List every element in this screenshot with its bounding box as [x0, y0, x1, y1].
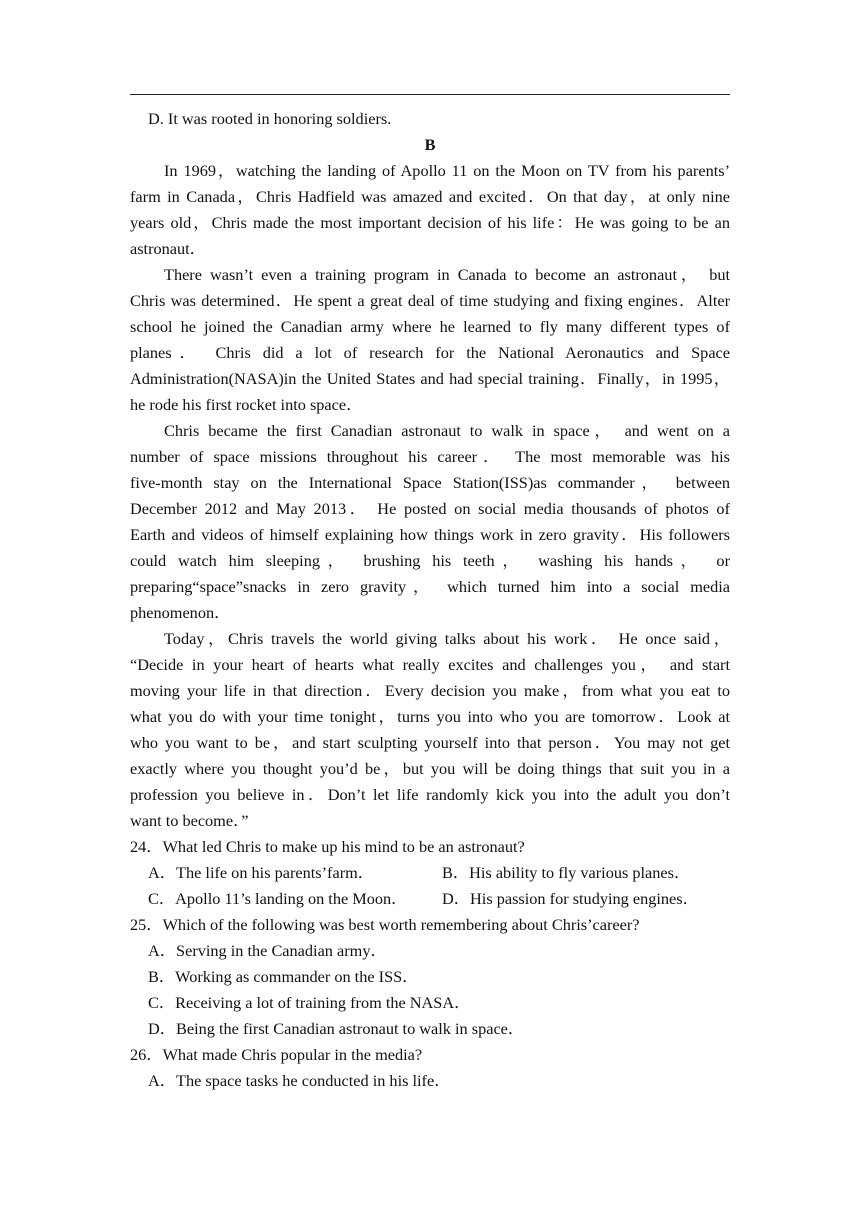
passage-line: Chris was determined．He spent a great deal of time studying and fixing engines．Alter: [130, 291, 730, 310]
header-rule: [130, 94, 730, 95]
option-a: A．Serving in the Canadian army．: [148, 941, 387, 960]
passage-line: what you do with your time tonight，turns you into who you are tomorrow．Look at: [130, 707, 730, 726]
passage-line: number of space missions throughout his career． The most memorable was his: [130, 447, 730, 466]
question-26: [130, 1042, 730, 1094]
passage-line: Chris became the first Canadian astronaut to walk in space， and went on a: [164, 421, 730, 440]
passage-line: moving your life in that direction．Every decision you make，from what you eat to: [130, 681, 730, 700]
passage-line: Today，Chris travels the world giving talks about his work． He once said，: [164, 629, 730, 648]
question-24: [130, 834, 730, 912]
passage-line: want to become．”: [130, 811, 249, 830]
previous-option-d: D. It was rooted in honoring soldiers.: [148, 109, 392, 128]
option-b: B．His ability to fly various planes．: [442, 863, 691, 882]
paragraph-1: [130, 158, 730, 262]
passage-line: farm in Canada，Chris Hadfield was amazed and excited．On that day，at only nine: [130, 187, 730, 206]
option-row: [130, 886, 730, 912]
passage-line: profession you believe in．Don’t let life randomly kick you into the adult you don’t: [130, 785, 730, 804]
option-a: A．The life on his parents’farm．: [148, 863, 375, 882]
passage-line: phenomenon．: [130, 603, 231, 622]
passage-line: five-month stay on the International Space Station(ISS)as commander， between: [130, 473, 730, 492]
passage-line: astronaut．: [130, 239, 206, 258]
passage-line: Earth and videos of himself explaining how things work in zero gravity．His followers: [130, 525, 730, 544]
passage-line: years old，Chris made the most important decision of his life：He was going to be an: [130, 213, 730, 232]
paragraph-3: [130, 418, 730, 626]
question-stem: 24．What led Chris to make up his mind to be an astronaut?: [130, 837, 525, 856]
passage-line: “Decide in your heart of hearts what really excites and challenges you， and start: [130, 655, 730, 674]
passage-line: There wasn’t even a training program in Canada to become an astronaut， but: [164, 265, 730, 284]
passage-line: December 2012 and May 2013． He posted on social media thousands of photos of: [130, 499, 730, 518]
section-label: B: [424, 135, 436, 154]
question-stem: 26．What made Chris popular in the media?: [130, 1045, 423, 1064]
document-body: [130, 106, 730, 1094]
question-25: [130, 912, 730, 1042]
option-c: C．Apollo 11’s landing on the Moon．: [148, 889, 408, 908]
passage-line: preparing“space”snacks in zero gravity， which turned him into a social media: [130, 577, 730, 596]
passage-line: planes． Chris did a lot of research for the National Aeronautics and Space: [130, 343, 730, 362]
passage-line: he rode his first rocket into space．: [130, 395, 363, 414]
paragraph-2: [130, 262, 730, 418]
paragraph-4: [130, 626, 730, 834]
option-b: B．Working as commander on the ISS．: [148, 967, 419, 986]
question-stem: 25．Which of the following was best worth remembering about Chris’career?: [130, 915, 640, 934]
passage-line: could watch him sleeping， brushing his teeth， washing his hands， or: [130, 551, 730, 570]
passage-line: exactly where you thought you’d be，but you will be doing things that suit you in a: [130, 759, 730, 778]
passage-line: Administration(NASA)in the United States and had special training．Finally，in 1995，: [130, 369, 730, 388]
option-d: D．Being the first Canadian astronaut to walk in space．: [148, 1019, 525, 1038]
passage-line: In 1969，watching the landing of Apollo 11 on the Moon on TV from his parents’: [164, 161, 730, 180]
option-d: D．His passion for studying engines．: [442, 889, 699, 908]
option-c: C．Receiving a lot of training from the NASA．: [148, 993, 471, 1012]
passage-line: who you want to be，and start sculpting yourself into that person．You may not get: [130, 733, 730, 752]
passage-line: school he joined the Canadian army where he learned to fly many different types of: [130, 317, 730, 336]
option-row: [130, 860, 730, 886]
option-a: A．The space tasks he conducted in his life．: [148, 1071, 451, 1090]
